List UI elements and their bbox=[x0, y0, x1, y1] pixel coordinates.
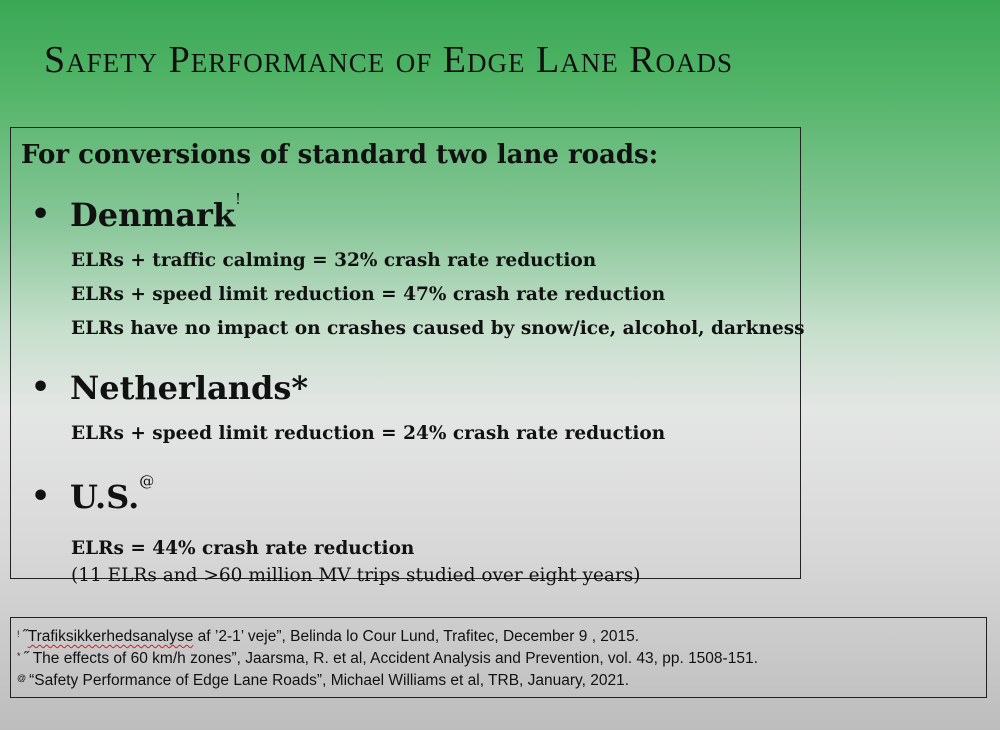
spellcheck-word: Trafiksikkerhedsanalyse bbox=[27, 628, 194, 645]
source-text: “Safety Performance of Edge Lane Roads”, Michael Williams et al, TRB, January, 2021. bbox=[29, 672, 630, 689]
stat-line: ELRs + speed limit reduction = 24% crash rate reduction bbox=[71, 423, 666, 444]
sources-box bbox=[10, 617, 987, 698]
source-line bbox=[17, 670, 986, 692]
stat-line: ELRs = 44% crash rate reduction bbox=[71, 538, 415, 559]
source-open-quote: ˝ bbox=[22, 628, 28, 645]
bullet: • bbox=[31, 479, 51, 514]
country-name: Denmark bbox=[70, 196, 235, 234]
footnote-mark: @ bbox=[17, 673, 27, 683]
stat-line: ELRs + speed limit reduction = 47% crash rate reduction bbox=[71, 284, 666, 305]
bullet: • bbox=[31, 197, 51, 232]
slide-title: Safety Performance of Edge Lane Roads bbox=[44, 39, 734, 81]
stat-line: ELRs + traffic calming = 32% crash rate reduction bbox=[71, 250, 597, 271]
footnote-mark: ! bbox=[235, 190, 242, 208]
intro-heading: For conversions of standard two lane roads: bbox=[21, 140, 659, 170]
bullet: • bbox=[31, 370, 51, 405]
source-text: af ’2-1’ veje”, Belinda lo Cour Lund, Trafitec, December 9 , 2015. bbox=[193, 628, 640, 645]
section-denmark bbox=[11, 190, 805, 346]
source-line bbox=[17, 648, 986, 670]
section-netherlands bbox=[11, 369, 791, 451]
stat-line: ELRs have no impact on crashes caused by snow/ice, alcohol, darkness bbox=[71, 318, 805, 339]
stat-note: (11 ELRs and >60 million MV trips studied over eight years) bbox=[71, 565, 641, 586]
source-line bbox=[17, 626, 986, 648]
footnote-mark: * bbox=[17, 651, 21, 661]
country-name: U.S. bbox=[70, 478, 140, 516]
source-text: ˝ The effects of 60 km/h zones”, Jaarsma, R. et al, Accident Analysis and Prevention, vol. 43, pp. 1508-151. bbox=[23, 650, 758, 667]
country-heading-denmark bbox=[70, 190, 242, 234]
content-box bbox=[10, 127, 805, 586]
country-heading-netherlands: Netherlands* bbox=[70, 369, 309, 407]
country-heading-us bbox=[70, 472, 155, 516]
section-us bbox=[11, 472, 791, 586]
footnote-mark: @ bbox=[139, 472, 155, 490]
footnote-mark: ! bbox=[17, 629, 20, 639]
